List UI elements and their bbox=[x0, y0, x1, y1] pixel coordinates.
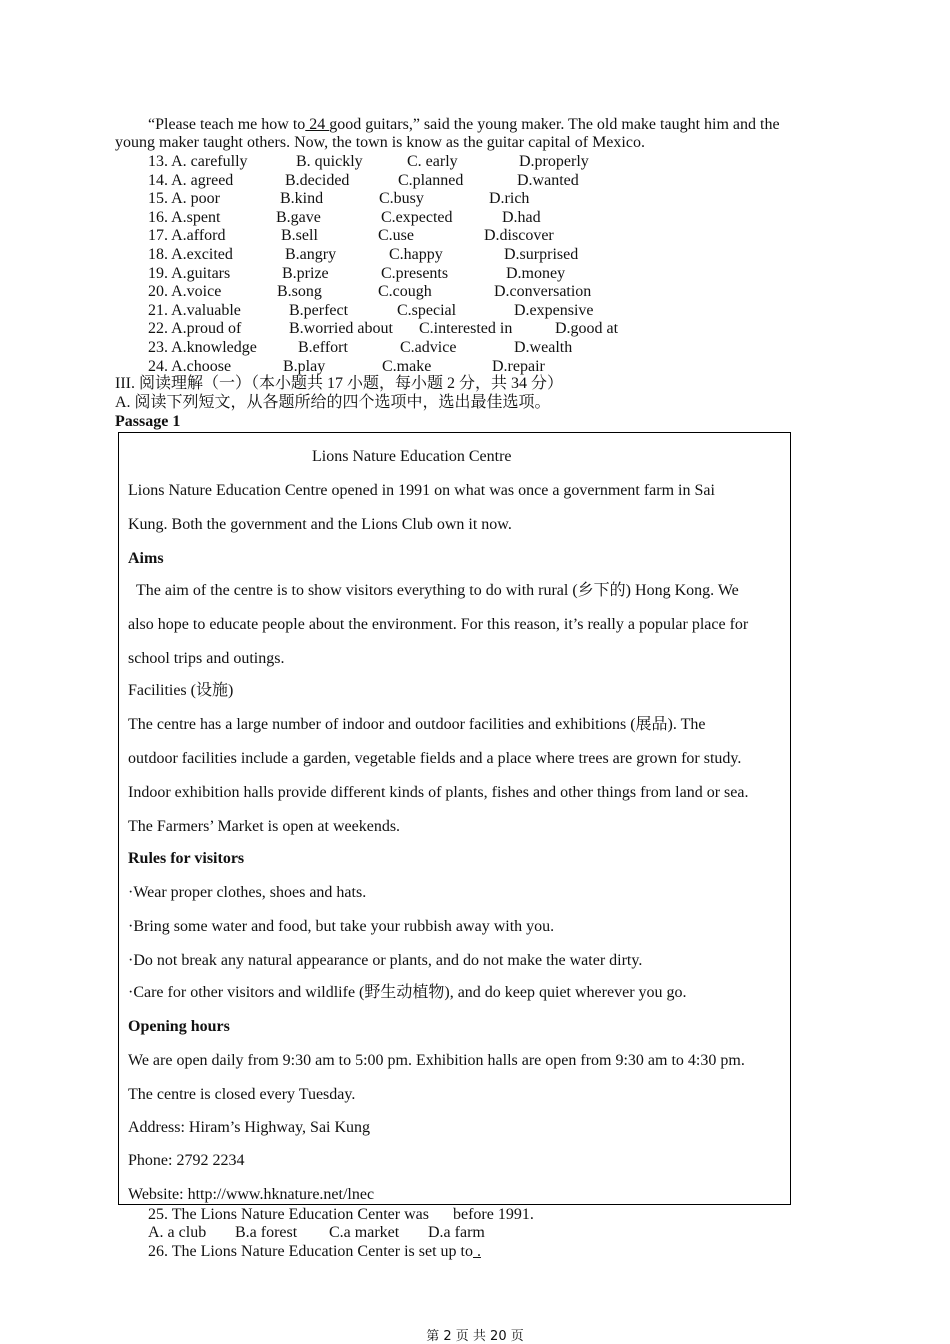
q22-option-d: D.good at bbox=[555, 320, 619, 338]
passage-intro-2: Kung. Both the government and the Lions Club own it now. bbox=[128, 516, 512, 533]
q13-option-b: B. quickly bbox=[296, 153, 363, 170]
q14-option-b: B.decided bbox=[285, 171, 350, 189]
q19-option-b: B.prize bbox=[282, 264, 329, 282]
q18-option-c: C.happy bbox=[389, 246, 443, 263]
rule-2: ·Bring some water and food, but take your rubbish away with you. bbox=[128, 918, 555, 935]
rule-4: ·Care for other visitors and wildlife (野生动植物), and do keep quiet wherever you go. bbox=[128, 984, 687, 1001]
passage-intro-1: Lions Nature Education Centre opened in 1991 on what was once a government farm in Sai bbox=[128, 482, 715, 499]
hours-heading: Opening hours bbox=[128, 1018, 230, 1035]
q24-option-a: 24. A.choose bbox=[148, 357, 232, 375]
q17-option-a: 17. A.afford bbox=[148, 227, 226, 245]
passage-label: Passage 1 bbox=[115, 413, 181, 430]
q24-option-d: D.repair bbox=[492, 357, 545, 375]
q23-option-a: 23. A.knowledge bbox=[148, 339, 257, 356]
q19-option-c: C.presents bbox=[381, 264, 449, 282]
q18-option-a: 18. A.excited bbox=[148, 246, 233, 263]
page-footer: 第 2 页 共 20 页 bbox=[426, 1329, 524, 1344]
q24-option-c: C.make bbox=[382, 357, 432, 375]
facilities-line-4: The Farmers’ Market is open at weekends. bbox=[128, 818, 401, 835]
aims-line-2: also hope to educate people about the environment. For this reason, it’s really a popular place for bbox=[128, 616, 749, 633]
q23-option-d: D.wealth bbox=[514, 339, 573, 356]
q15-option-c: C.busy bbox=[379, 190, 424, 208]
q16-option-d: D.had bbox=[502, 208, 541, 226]
q22-option-b: B.worried about bbox=[289, 320, 393, 338]
section-instruction: A. 阅读下列短文，从各题所给的四个选项中，选出最佳选项。 bbox=[115, 394, 551, 411]
intro-text: “Please teach me how to bbox=[148, 116, 306, 133]
q26-stem bbox=[148, 1243, 481, 1261]
q17-option-b: B.sell bbox=[281, 227, 318, 245]
q16-option-b: B.gave bbox=[276, 208, 321, 226]
intro-text-post: good guitars,” said the young maker. The old make taught him and the bbox=[329, 116, 780, 133]
q18-option-b: B.angry bbox=[285, 246, 337, 263]
q17-option-d: D.discover bbox=[484, 227, 554, 245]
aims-heading: Aims bbox=[128, 550, 164, 567]
q25-stem-post: before 1991. bbox=[452, 1206, 534, 1223]
q13-option-c: C. early bbox=[407, 153, 458, 170]
q25-option-a: A. a club bbox=[148, 1224, 207, 1241]
aims-line-1: The aim of the centre is to show visitors everything to do with rural (乡下的) Hong Kong. We bbox=[136, 582, 739, 599]
q19-option-d: D.money bbox=[506, 264, 566, 282]
rules-heading: Rules for visitors bbox=[128, 850, 245, 867]
q22-option-c: C.interested in bbox=[419, 320, 513, 338]
q19-option-a: 19. A.guitars bbox=[148, 264, 231, 282]
section-heading: III. 阅读理解（一）（本小题共 17 小题，每小题 2 分，共 34 分） bbox=[115, 375, 563, 392]
q20-option-b: B.song bbox=[277, 283, 322, 301]
q21-option-d: D.expensive bbox=[514, 301, 594, 319]
q16-option-c: C.expected bbox=[381, 208, 453, 226]
address-line: Address: Hiram’s Highway, Sai Kung bbox=[128, 1119, 371, 1136]
q21-option-b: B.perfect bbox=[289, 301, 349, 319]
q20-option-c: C.cough bbox=[378, 283, 432, 301]
q21-option-a: 21. A.valuable bbox=[148, 301, 241, 319]
q15-option-d: D.rich bbox=[489, 190, 530, 208]
q15-option-b: B.kind bbox=[280, 190, 324, 208]
q20-option-d: D.conversation bbox=[494, 283, 592, 301]
phone-line: Phone: 2792 2234 bbox=[128, 1152, 245, 1169]
q25-option-b: B.a forest bbox=[235, 1224, 298, 1241]
rule-1: ·Wear proper clothes, shoes and hats. bbox=[128, 884, 367, 901]
q23-option-b: B.effort bbox=[298, 339, 348, 356]
facilities-line-3: Indoor exhibition halls provide different kinds of plants, fishes and other things from land or sea. bbox=[128, 784, 749, 801]
q25-option-c: C.a market bbox=[329, 1224, 400, 1241]
q26-blank: . bbox=[472, 1243, 481, 1260]
hours-line-1: We are open daily from 9:30 am to 5:00 pm. Exhibition halls are open from 9:30 am to 4:30 pm. bbox=[128, 1052, 745, 1069]
hours-line-2: The centre is closed every Tuesday. bbox=[128, 1086, 356, 1103]
q25-option-d: D.a farm bbox=[428, 1224, 485, 1241]
q17-option-c: C.use bbox=[378, 227, 414, 245]
q16-option-a: 16. A.spent bbox=[148, 208, 221, 226]
q14-option-a: 14. A. agreed bbox=[148, 171, 234, 189]
q14-option-c: C.planned bbox=[398, 171, 464, 189]
q25-stem bbox=[148, 1206, 534, 1224]
q25-stem-text: 25. The Lions Nature Education Center was bbox=[148, 1206, 429, 1223]
aims-line-3: school trips and outings. bbox=[128, 650, 285, 667]
passage-title: Lions Nature Education Centre bbox=[312, 448, 512, 465]
q13-option-a: 13. A. carefully bbox=[148, 153, 248, 170]
q21-option-c: C.special bbox=[397, 301, 457, 319]
facilities-heading: Facilities (设施) bbox=[128, 682, 234, 699]
q22-option-a: 22. A.proud of bbox=[148, 320, 242, 338]
q20-option-a: 20. A.voice bbox=[148, 283, 222, 301]
intro-line-2: young maker taught others. Now, the town is know as the guitar capital of Mexico. bbox=[115, 134, 645, 151]
blank-24: 24 bbox=[305, 116, 330, 133]
facilities-line-1: The centre has a large number of indoor and outdoor facilities and exhibitions (展品). The bbox=[128, 716, 706, 733]
q13-option-d: D.properly bbox=[519, 153, 589, 170]
q24-option-b: B.play bbox=[283, 357, 326, 375]
passage-box bbox=[118, 432, 791, 1205]
rule-3: ·Do not break any natural appearance or plants, and do not make the water dirty. bbox=[128, 952, 643, 969]
intro-line-1 bbox=[148, 116, 780, 134]
website-line: Website: http://www.hknature.net/lnec bbox=[128, 1186, 375, 1203]
q15-option-a: 15. A. poor bbox=[148, 190, 220, 208]
q18-option-d: D.surprised bbox=[504, 246, 579, 263]
q23-option-c: C.advice bbox=[400, 339, 457, 356]
facilities-line-2: outdoor facilities include a garden, vegetable fields and a place where trees are grown for study. bbox=[128, 750, 742, 767]
q26-stem-text: 26. The Lions Nature Education Center is set up to bbox=[148, 1243, 473, 1260]
q14-option-d: D.wanted bbox=[517, 171, 579, 189]
